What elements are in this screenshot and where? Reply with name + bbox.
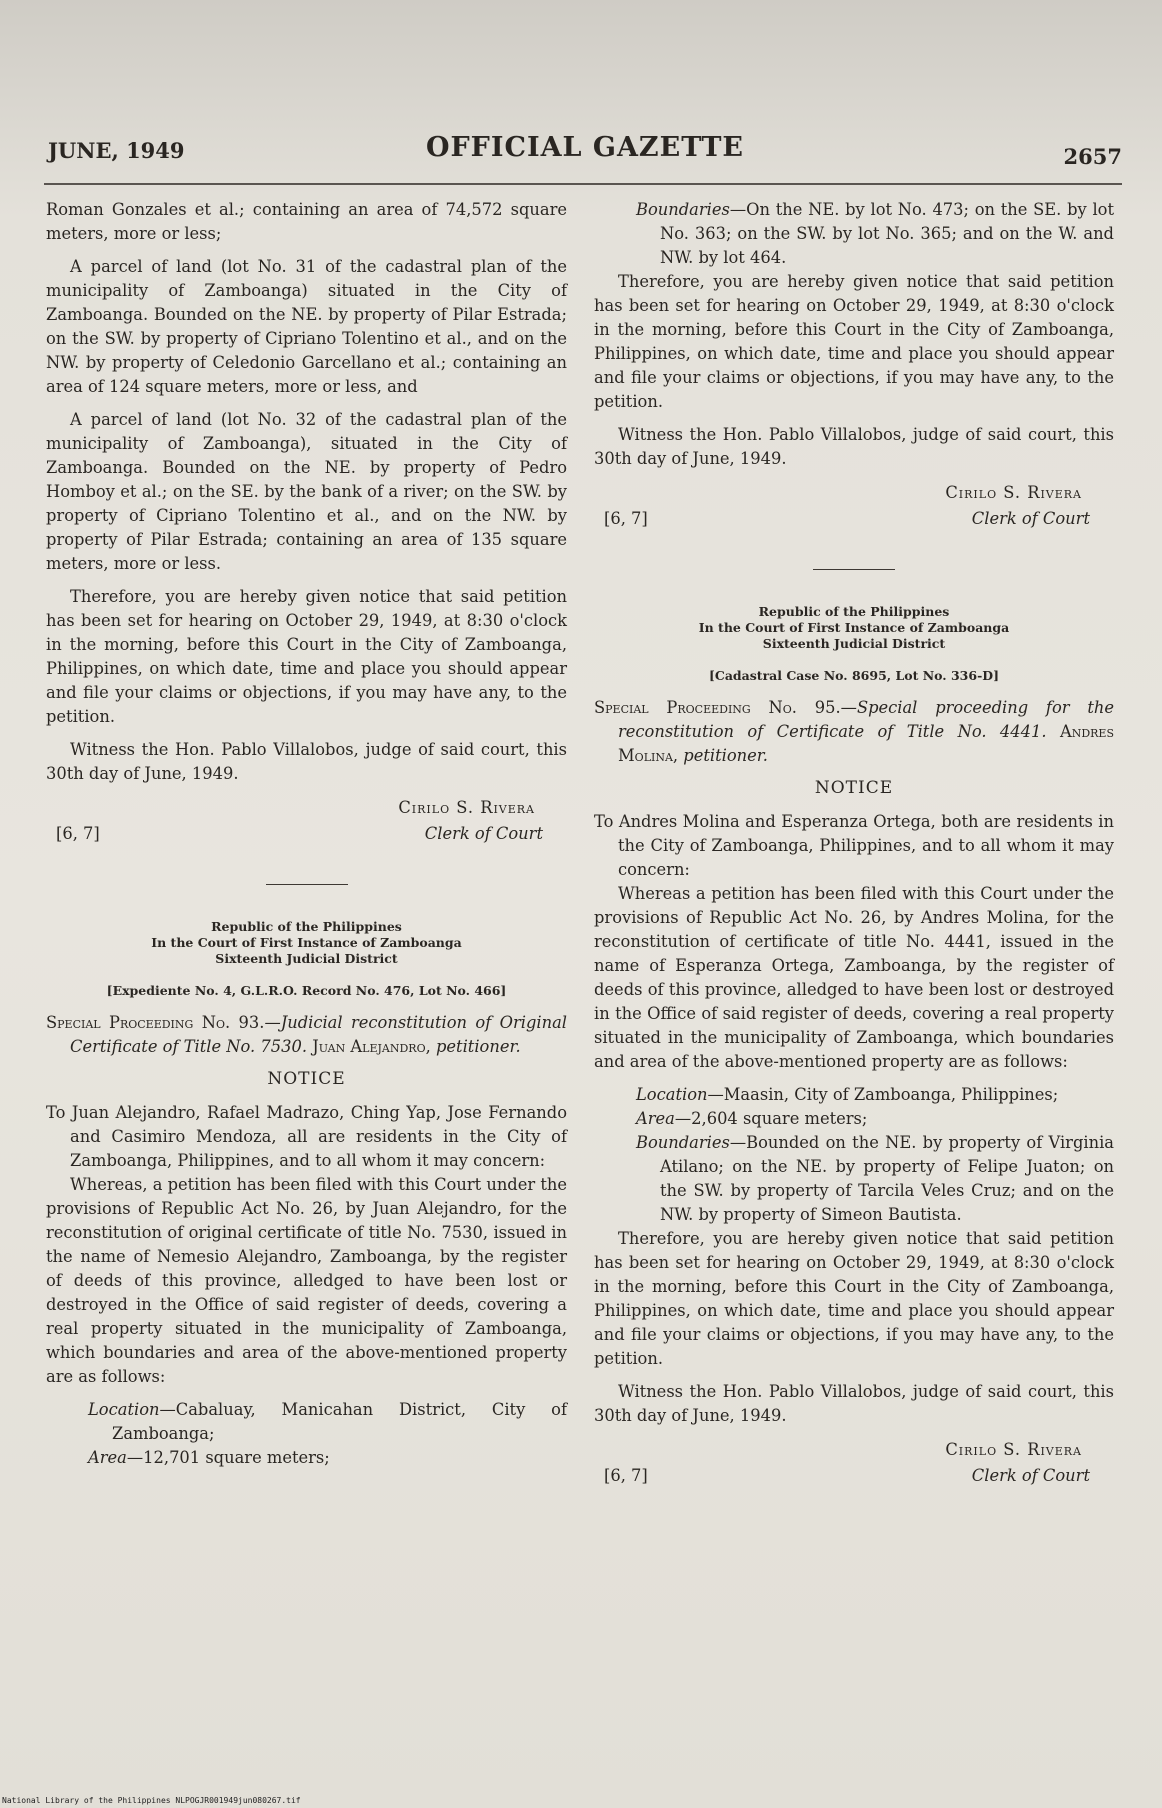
witness-line-2: Witness the Hon. Pablo Villalobos, judge of said court, this 30th day of June, 1949.: [594, 1382, 1114, 1425]
continued-paragraph: Roman Gonzales et al.; containing an area of 74,572 square meters, more or less;: [46, 200, 567, 243]
location-text: —Cabaluay, Manicahan District, City of Zamboanga;: [112, 1400, 567, 1443]
location-text: —Maasin, City of Zamboanga, Philippines;: [707, 1085, 1059, 1104]
court-heading: In the Court of First Instance of Zamboanga: [698, 620, 1010, 635]
area-label: Area: [88, 1448, 127, 1467]
proceeding-description: —Special proceeding for the reconstitution of Certificate of Title No. 4441.: [618, 698, 1115, 741]
location-label: Location: [88, 1400, 160, 1419]
boundaries-line: [594, 198, 1114, 270]
whereas-paragraph: Whereas a petition has been filed with this Court under the provisions of Republic Act No. 26, by Andres Molina, for the reconstitution of certificate of title No. 4441, issued in the name of Esperanza Ortega, Zamboanga, by the register of deeds of this province, alledged to have been lost or destroyed in the Office of said register of deeds, covering a real property situated in the municipality of Zamboanga, which boundaries and area of the above-mentioned property are as follows:: [594, 884, 1114, 1071]
header-rule: [44, 183, 1122, 185]
hearing-notice: Therefore, you are hereby given notice that said petition has been set for hearing on October 29, 1949, at 8:30 o'clock in the morning, before this Court in the City of Zamboanga, Philippines, on which date, time and place you should appear and file your claims or objections, if you may have any, to the petition.: [46, 587, 567, 726]
notice-heading: NOTICE: [814, 778, 894, 798]
area-text: —12,701 square meters;: [126, 1448, 330, 1467]
parcel-lot-32: A parcel of land (lot No. 32 of the cadastral plan of the municipality of Zamboanga), situated in the City of Zamboanga. Bounded on the NE. by property of Pedro Homboy et al.; on the SE. by the bank of a river; on the SW. by property of Cipriano Tolentino et al., and on the NW. by property of Pilar Estrada; containing an area of 135 square meters, more or less.: [46, 410, 567, 573]
addressees: To Andres Molina and Esperanza Ortega, both are residents in the City of Zamboanga, Philippines, and to all whom it may concern:: [594, 812, 1114, 879]
proceeding-number: Special Proceeding No. 95.: [594, 698, 841, 717]
clerk-name: Cirilo S. Rivera: [398, 798, 535, 817]
district-heading: Sixteenth Judicial District: [215, 951, 398, 966]
boundaries-text: —On the NE. by lot No. 473; on the SE. by lot No. 363; on the SW. by lot No. 365; and on the W. and NW. by lot 464.: [660, 200, 1114, 267]
boundaries-label: Boundaries: [636, 200, 730, 219]
clerk-name: Cirilo S. Rivera: [945, 1440, 1082, 1459]
scan-footer: National Library of the Philippines NLPOGJR001949jun080267.tif: [2, 1796, 301, 1805]
boundaries-text: —Bounded on the NE. by property of Virginia Atilano; on the NE. by property of Felipe Juaton; on the SW. by property of Tarcila Veles Cruz; and on the NW. by property of Simeon Bautista.: [660, 1133, 1114, 1224]
case-reference: [Cadastral Case No. 8695, Lot No. 336-D]: [708, 668, 1000, 683]
whereas-paragraph: Whereas, a petition has been filed with this Court under the provisions of Republic Act No. 26, by Juan Alejandro, for the reconstitution of original certificate of title No. 7530, issued in the name of Nemesio Alejandro, Zamboanga, by the register of deeds of this province, alledged to have been lost or destroyed in the Office of said register of deeds, covering a real property situated in the municipality of Zamboanga, which boundaries and area of the above-mentioned property are as follows:: [46, 1175, 567, 1386]
proceeding-number: Special Proceeding No. 93.: [46, 1013, 265, 1032]
republic-heading: Republic of the Philippines: [211, 919, 402, 934]
issue-date: JUNE, 1949: [48, 138, 185, 163]
area-label: Area: [636, 1109, 675, 1128]
publication-title: OFFICIAL GAZETTE: [425, 132, 745, 163]
clerk-name: Cirilo S. Rivera: [945, 483, 1082, 502]
area-line: [46, 1446, 567, 1470]
parcel-lot-31: A parcel of land (lot No. 31 of the cadastral plan of the municipality of Zamboanga) situated in the City of Zamboanga. Bounded on the NE. by property of Pilar Estrada; on the SW. by property of Cipriano Tolentino et al., and on the NW. by property of Celedonio Garcellano et al.; containing an area of 124 square meters, more or less, and: [46, 257, 567, 396]
petitioner-role: petitioner.: [683, 746, 768, 765]
special-proceeding-title: [46, 1011, 567, 1059]
hearing-notice-2: Therefore, you are hereby given notice that said petition has been set for hearing on October 29, 1949, at 8:30 o'clock in the morning, before this Court in the City of Zamboanga, Philippines, on which date, time and place you should appear and file your claims or objections, if you may have any, to the petition.: [594, 1229, 1114, 1368]
witness-line: Witness the Hon. Pablo Villalobos, judge of said court, this 30th day of June, 1949.: [594, 425, 1114, 468]
petitioner-name: Andres Molina,: [618, 722, 1114, 765]
boundaries-line-2: [594, 1131, 1114, 1227]
location-line: [594, 1083, 1114, 1107]
notice-heading: NOTICE: [267, 1069, 346, 1089]
signature-block: [46, 796, 567, 852]
case-reference: [Expediente No. 4, G.L.R.O. Record No. 476, Lot No. 466]: [106, 983, 507, 998]
location-line: [46, 1398, 567, 1446]
issue-reference: [6, 7]: [604, 1466, 648, 1485]
witness-line: Witness the Hon. Pablo Villalobos, judge of said court, this 30th day of June, 1949.: [46, 740, 567, 783]
hearing-notice: Therefore, you are hereby given notice that said petition has been set for hearing on October 29, 1949, at 8:30 o'clock in the morning, before this Court in the City of Zamboanga, Philippines, on which date, time and place you should appear and file your claims or objections, if you may have any, to the petition.: [594, 272, 1114, 411]
page-header: [48, 130, 1122, 170]
section-divider: [813, 569, 895, 570]
area-text: —2,604 square meters;: [674, 1109, 868, 1128]
signature-block: [594, 481, 1114, 537]
clerk-title: Clerk of Court: [971, 1466, 1090, 1485]
petitioner-name: Juan Alejandro,: [312, 1037, 431, 1056]
left-column: [46, 198, 567, 1470]
boundaries-label: Boundaries: [636, 1133, 730, 1152]
republic-heading: Republic of the Philippines: [758, 604, 950, 619]
special-proceeding-title: [594, 696, 1114, 768]
right-column: [594, 198, 1114, 1494]
section-divider: [266, 884, 348, 885]
page-number: 2657: [1063, 144, 1122, 169]
petitioner-role: petitioner.: [435, 1037, 521, 1056]
court-heading: In the Court of First Instance of Zamboanga: [151, 935, 462, 950]
issue-reference: [6, 7]: [604, 509, 648, 528]
addressees: To Juan Alejandro, Rafael Madrazo, Ching Yap, Jose Fernando and Casimiro Mendoza, all are residents in the City of Zamboanga, Philippines, and to all whom it may concern:: [46, 1103, 567, 1170]
location-label: Location: [636, 1085, 708, 1104]
area-line: [594, 1107, 1114, 1131]
proceeding-description: —Judicial reconstitution of Original Certificate of Title No. 7530.: [70, 1013, 567, 1056]
clerk-title: Clerk of Court: [424, 824, 543, 843]
signature-block-2: [594, 1438, 1114, 1494]
district-heading: Sixteenth Judicial District: [762, 636, 946, 651]
clerk-title: Clerk of Court: [971, 509, 1090, 528]
issue-reference: [6, 7]: [56, 824, 100, 843]
